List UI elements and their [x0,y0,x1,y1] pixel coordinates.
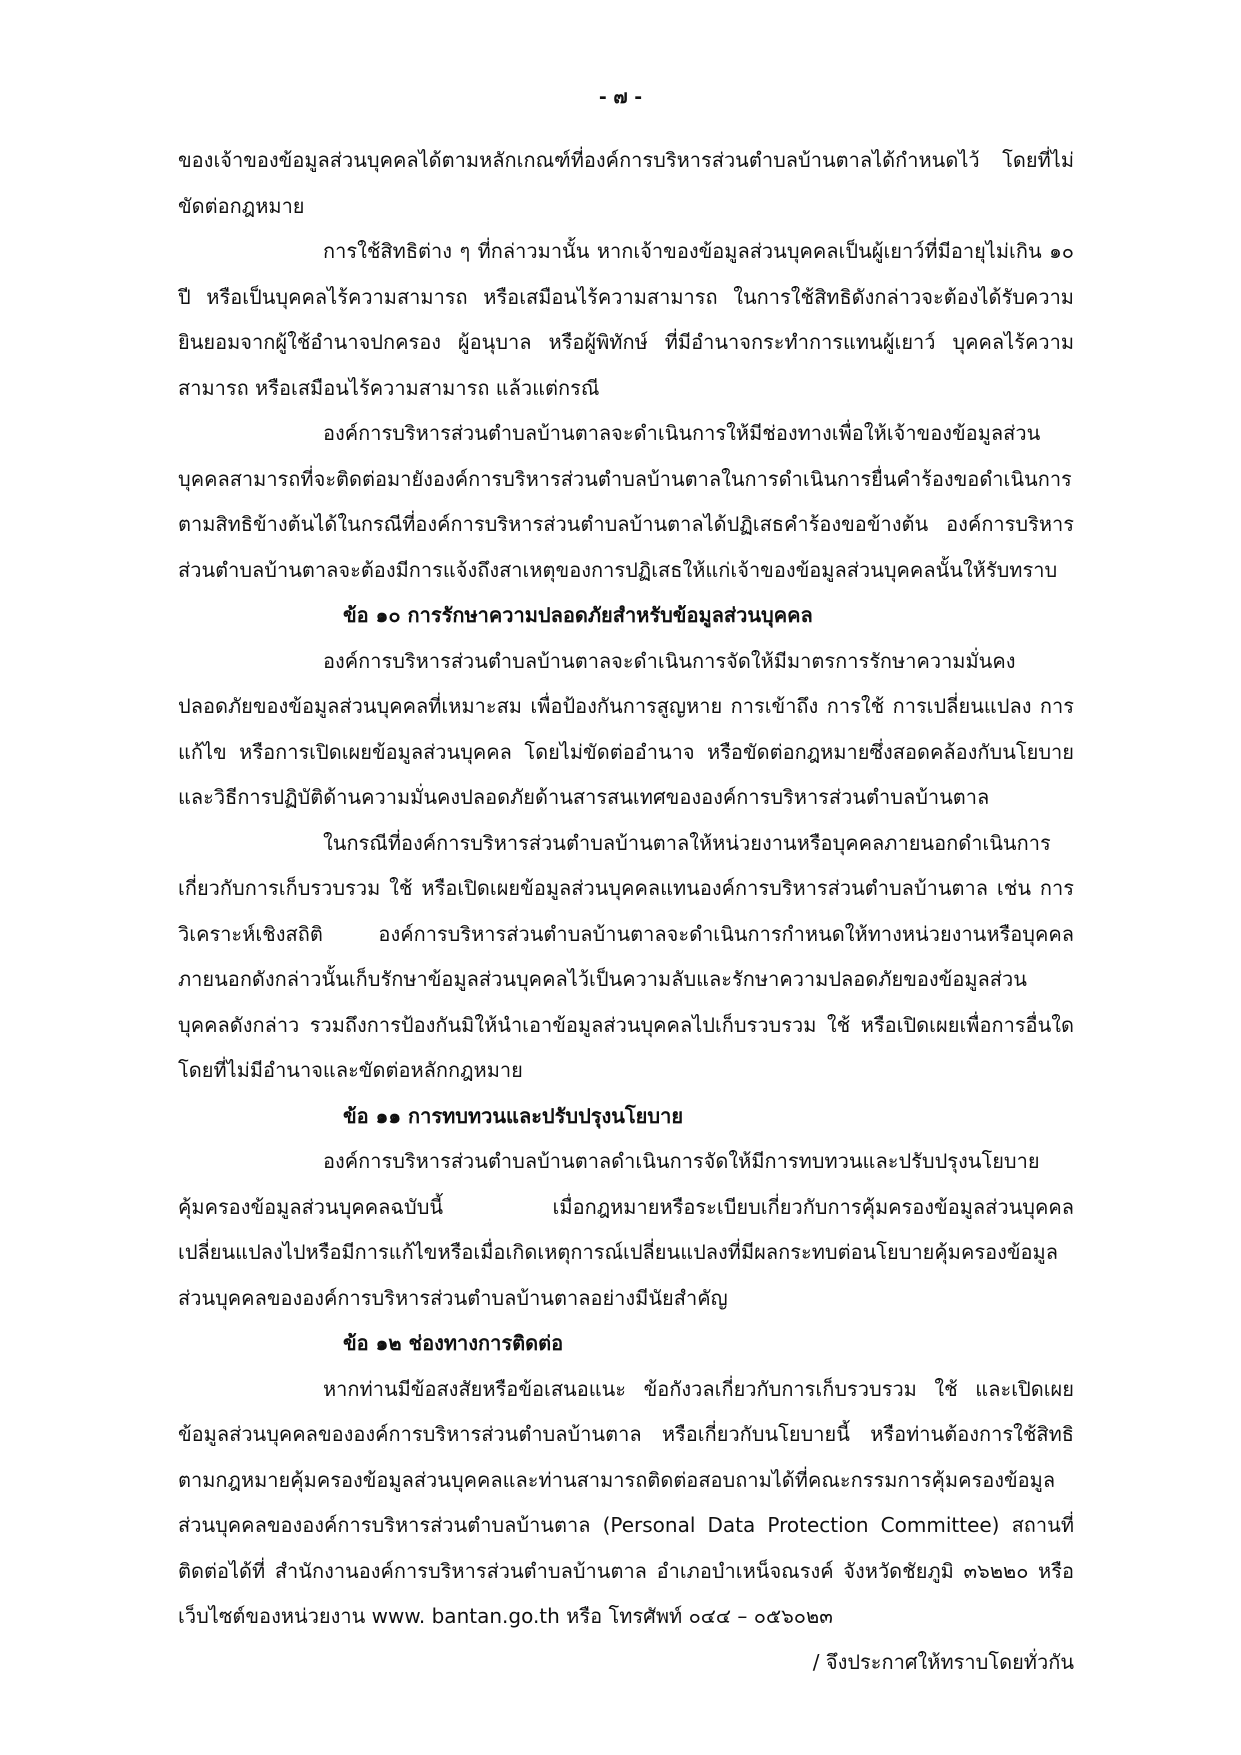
section-heading-10: ข้อ ๑๐ การรักษาความปลอดภัยสำหรับข้อมูลส่วนบุคคล [343,603,813,627]
paragraph-policy-review: องค์การบริหารส่วนตำบลบ้านตาลดำเนินการจัดให้มีการทบทวนและปรับปรุงนโยบายคุ้มครองข้อมูลส่วนบุคคลฉบับนี้ เมื่อกฎหมายหรือระเบียบเกี่ยวกับการคุ้มครองข้อมูลส่วนบุคคลเปลี่ยนแปลงไปหรือมีการแก้ไขหรือเมื่อเกิดเหตุการณ์เปลี่ยนแปลงที่มีผลกระทบต่อนโยบายคุ้มครองข้อมูลส่วนบุคคลขององค์การบริหารส่วนตำบลบ้านตาลอย่างมีนัยสำคัญ [178,1149,1074,1310]
closing-statement: / จึงประกาศให้ทราบโดยทั่วกัน [812,1649,1074,1674]
paragraph-rights-continuation: ของเจ้าของข้อมูลส่วนบุคคลได้ตามหลักเกณฑ์ที่องค์การบริหารส่วนตำบลบ้านตาลได้กำหนดไว้ โดยที่ไม่ขัดต่อกฎหมาย [178,148,1074,218]
paragraph-third-party-processing: ในกรณีที่องค์การบริหารส่วนตำบลบ้านตาลให้หน่วยงานหรือบุคคลภายนอกดำเนินการเกี่ยวกับการเก็บรวบรวม ใช้ หรือเปิดเผยข้อมูลส่วนบุคคลแทนองค์การบริหารส่วนตำบลบ้านตาล เช่น การวิเคราะห์เชิงสถิติ องค์การบริหารส่วนตำบลบ้านตาลจะดำเนินการกำหนดให้ทางหน่วยงานหรือบุคคลภายนอกดังกล่าวนั้นเก็บรักษาข้อมูลส่วนบุคคลไว้เป็นความลับและรักษาความปลอดภัยของข้อมูลส่วนบุคคลดังกล่าว รวมถึงการป้องกันมิให้นำเอาข้อมูลส่วนบุคคลไปเก็บรวบรวม ใช้ หรือเปิดเผยเพื่อการอื่นใดโดยที่ไม่มีอำนาจและขัดต่อหลักกฎหมาย [178,830,1074,1082]
page-number: - ๗ - [598,86,643,108]
paragraph-request-channel: องค์การบริหารส่วนตำบลบ้านตาลจะดำเนินการให้มีช่องทางเพื่อให้เจ้าของข้อมูลส่วนบุคคลสามารถที่จะติดต่อมายังองค์การบริหารส่วนตำบลบ้านตาลในการดำเนินการยื่นคำร้องขอดำเนินการตามสิทธิข้างต้นได้ในกรณีที่องค์การบริหารส่วนตำบลบ้านตาลได้ปฏิเสธคำร้องขอข้างต้น องค์การบริหารส่วนตำบลบ้านตาลจะต้องมีการแจ้งถึงสาเหตุของการปฏิเสธให้แก่เจ้าของข้อมูลส่วนบุคคลนั้นให้รับทราบ [178,421,1074,582]
paragraph-minor-consent: การใช้สิทธิต่าง ๆ ที่กล่าวมานั้น หากเจ้าของข้อมูลส่วนบุคคลเป็นผู้เยาว์ที่มีอายุไม่เกิน ๑๐ ปี หรือเป็นบุคคลไร้ความสามารถ หรือเสมือนไร้ความสามารถ ในการใช้สิทธิดังกล่าวจะต้องได้รับความยินยอมจากผู้ใช้อำนาจปกครอง ผู้อนุบาล หรือผู้พิทักษ์ ที่มีอำนาจกระทำการแทนผู้เยาว์ บุคคลไร้ความสามารถ หรือเสมือนไร้ความสามารถ แล้วแต่กรณี [178,239,1074,400]
paragraph-security-measures: องค์การบริหารส่วนตำบลบ้านตาลจะดำเนินการจัดให้มีมาตรการรักษาความมั่นคงปลอดภัยของข้อมูลส่วนบุคคลที่เหมาะสม เพื่อป้องกันการสูญหาย การเข้าถึง การใช้ การเปลี่ยนแปลง การแก้ไข หรือการเปิดเผยข้อมูลส่วนบุคคล โดยไม่ขัดต่ออำนาจ หรือขัดต่อกฎหมายซึ่งสอดคล้องกับนโยบายและวิธีการปฏิบัติด้านความมั่นคงปลอดภัยด้านสารสนเทศขององค์การบริหารส่วนตำบลบ้านตาล [178,648,1074,809]
document-body [178,138,1074,1685]
paragraph-contact-info: หากท่านมีข้อสงสัยหรือข้อเสนอแนะ ข้อกังวลเกี่ยวกับการเก็บรวบรวม ใช้ และเปิดเผยข้อมูลส่วนบุคคลขององค์การบริหารส่วนตำบลบ้านตาล หรือเกี่ยวกับนโยบายนี้ หรือท่านต้องการใช้สิทธิตามกฎหมายคุ้มครองข้อมูลส่วนบุคคลและท่านสามารถติดต่อสอบถามได้ที่คณะกรรมการคุ้มครองข้อมูลส่วนบุคคลขององค์การบริหารส่วนตำบลบ้านตาล (Personal Data Protection Committee) สถานที่ติดต่อได้ที่ สำนักงานองค์การบริหารส่วนตำบลบ้านตาล อำเภอบำเหน็จณรงค์ จังหวัดชัยภูมิ ๓๖๒๒๐ หรือเว็บไซต์ของหน่วยงาน www. bantan.go.th หรือ โทรศัพท์ ๐๔๔ – ๐๕๖๐๒๓ [178,1376,1074,1628]
section-heading-12: ข้อ ๑๒ ช่องทางการติดต่อ [343,1331,564,1355]
section-heading-11: ข้อ ๑๑ การทบทวนและปรับปรุงนโยบาย [343,1103,684,1128]
